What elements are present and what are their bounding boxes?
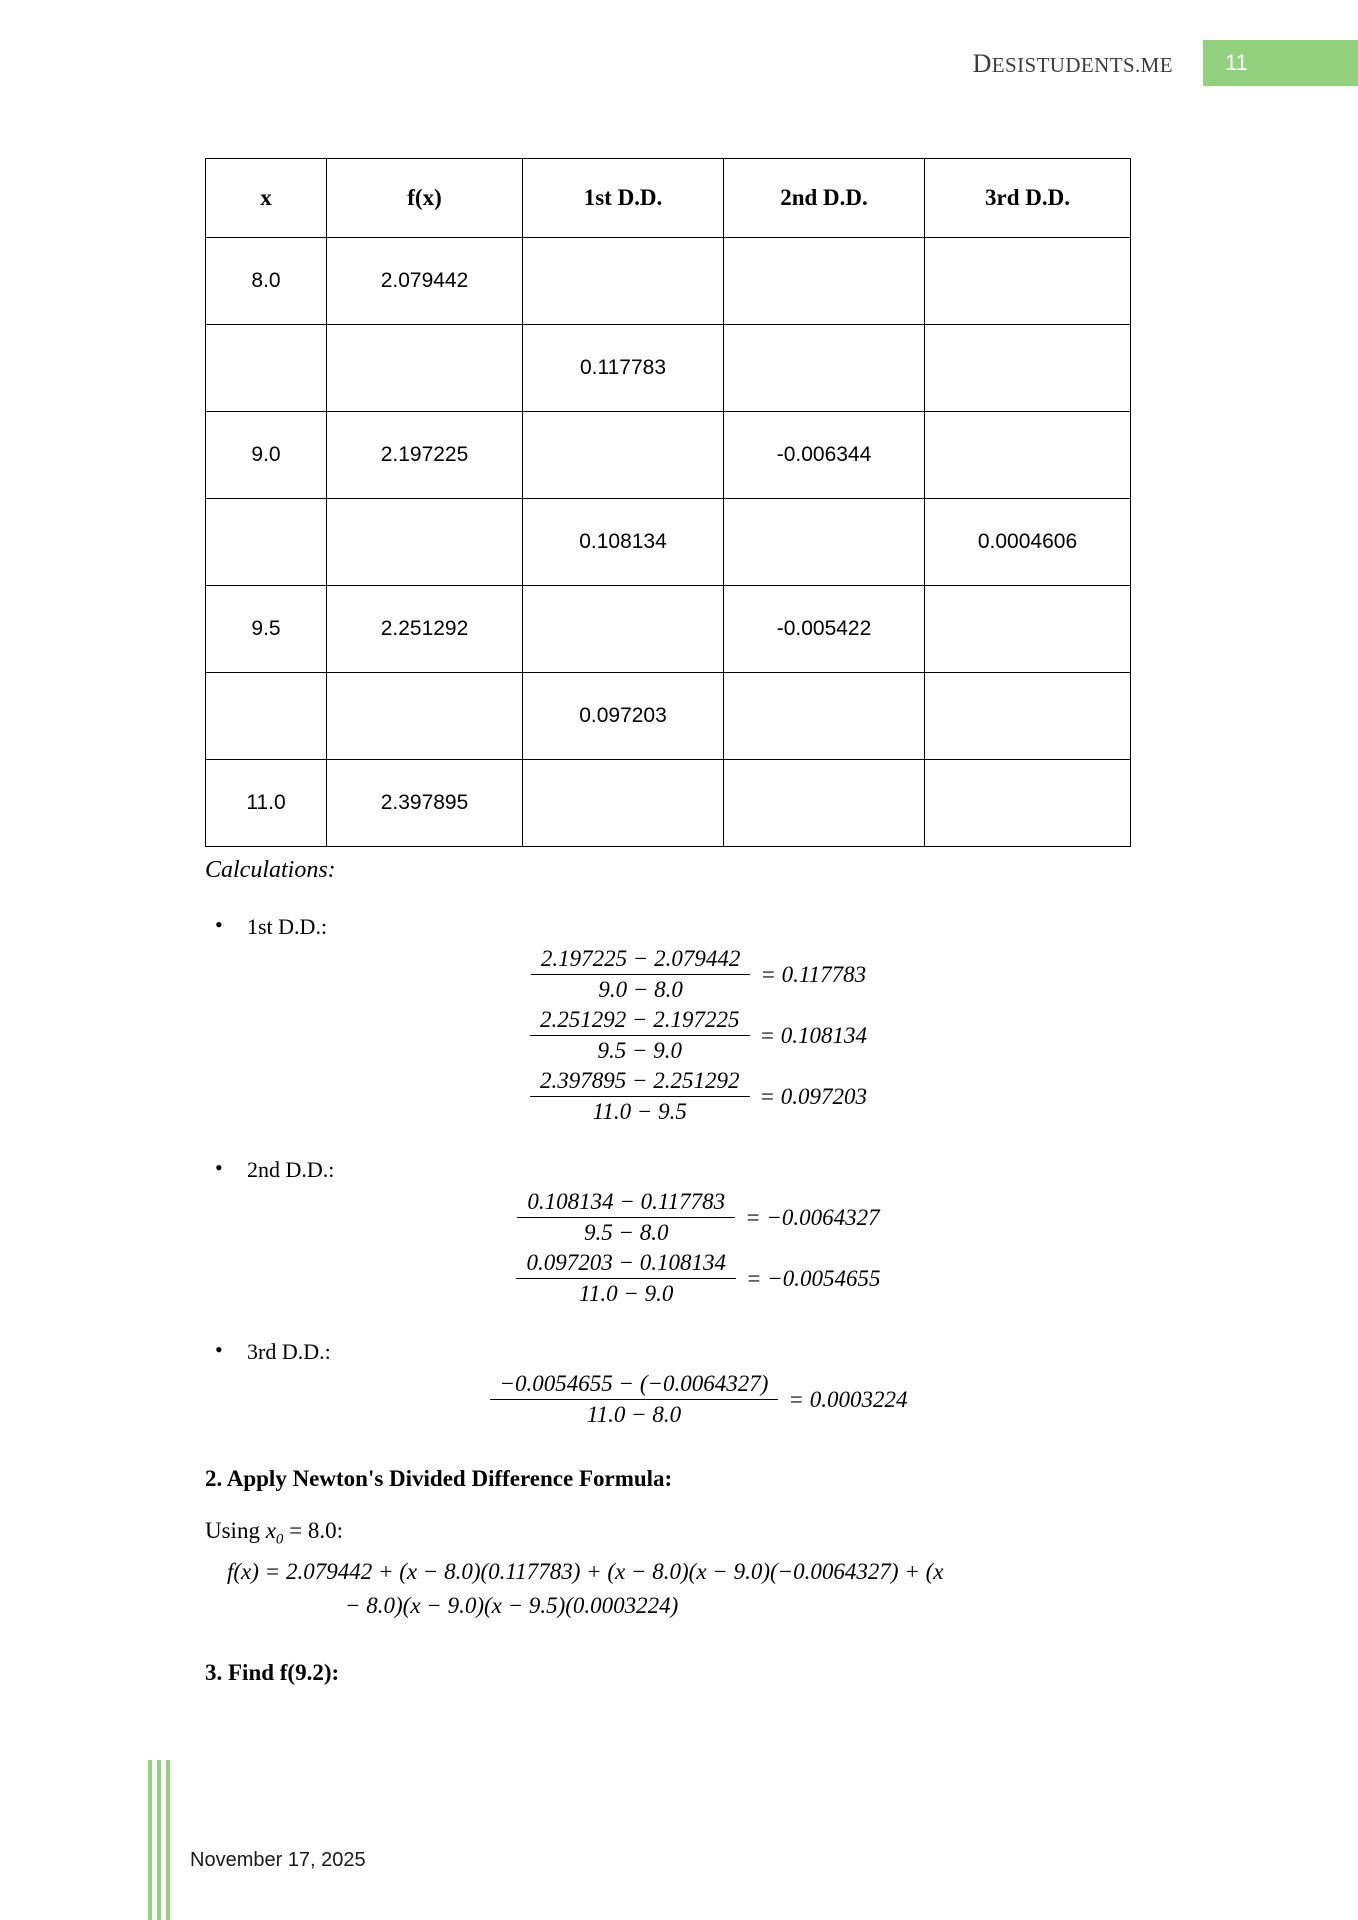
- table-cell: [327, 499, 523, 586]
- site-name-rest: ESISTUDENTS.ME: [991, 53, 1173, 77]
- table-cell: 9.5: [206, 586, 327, 673]
- table-cell: 2.197225: [327, 412, 523, 499]
- table-cell: [523, 412, 724, 499]
- fraction-denominator: 11.0 − 9.0: [516, 1278, 736, 1307]
- fraction-numerator: 0.097203 − 0.108134: [526, 1250, 726, 1275]
- table-cell: [724, 760, 925, 847]
- divided-difference-table: [205, 158, 1131, 847]
- list-item: [205, 914, 1150, 1127]
- equation-block: [247, 944, 1150, 1127]
- fraction-numerator: 2.397895 − 2.251292: [539, 1068, 740, 1093]
- bullet-label: 1st D.D.:: [247, 914, 328, 939]
- calculations-list: [205, 914, 1150, 1430]
- table-row: [206, 499, 1131, 586]
- equation-row: [517, 1189, 879, 1246]
- table-row: [206, 673, 1131, 760]
- table-cell: 2.251292: [327, 586, 523, 673]
- table-row: [206, 586, 1131, 673]
- table-cell: 0.0004606: [925, 499, 1131, 586]
- fraction-numerator: 2.251292 − 2.197225: [539, 1007, 740, 1032]
- document-content: [205, 0, 1150, 1686]
- bullet-label: 3rd D.D.:: [247, 1339, 331, 1364]
- table-cell: [523, 238, 724, 325]
- table-row: [206, 412, 1131, 499]
- site-name-initial: D: [972, 49, 992, 78]
- table-row: [206, 760, 1131, 847]
- fraction: [531, 946, 751, 1003]
- table-cell: 2.397895: [327, 760, 523, 847]
- table-cell: [724, 673, 925, 760]
- table-cell: [206, 325, 327, 412]
- footer-bar: [148, 1760, 152, 1920]
- equation-result: = −0.0064327: [745, 1204, 880, 1230]
- table-header-cell: 3rd D.D.: [925, 159, 1131, 238]
- table-cell: [925, 325, 1131, 412]
- newton-formula-line1: f(x) = 2.079442 + (x − 8.0)(0.117783) + (x − 8.0)(x − 9.0)(−0.0064327) + (x: [227, 1558, 944, 1584]
- table-cell: -0.006344: [724, 412, 925, 499]
- newton-formula: [205, 1555, 1150, 1624]
- table-header-cell: x: [206, 159, 327, 238]
- fraction-numerator: −0.0054655 − (−0.0064327): [499, 1371, 769, 1396]
- fraction: [516, 1250, 736, 1307]
- equation-result: = −0.0054655: [745, 1265, 881, 1291]
- footer-bar: [166, 1760, 170, 1920]
- table-cell: 9.0: [206, 412, 327, 499]
- equation-row: [516, 1250, 880, 1307]
- using-subscript: 0: [275, 1531, 284, 1548]
- table-cell: 0.108134: [523, 499, 724, 586]
- calculations-title: Calculations:: [205, 857, 336, 883]
- fraction: [530, 1007, 750, 1064]
- table-header-cell: f(x): [327, 159, 523, 238]
- table-header-cell: 1st D.D.: [523, 159, 724, 238]
- table-header-row: [206, 159, 1131, 238]
- equation-block: [247, 1369, 1150, 1430]
- table-cell: [925, 412, 1131, 499]
- table-cell: -0.005422: [724, 586, 925, 673]
- fraction-numerator: 2.197225 − 2.079442: [540, 946, 741, 971]
- table-cell: [206, 673, 327, 760]
- page-number-badge: 11: [1203, 40, 1358, 86]
- table-cell: 0.097203: [523, 673, 724, 760]
- using-suffix: = 8.0:: [283, 1518, 344, 1543]
- table-cell: [724, 499, 925, 586]
- equation-row: [531, 946, 866, 1003]
- fraction: [490, 1371, 779, 1428]
- table-cell: [925, 673, 1131, 760]
- bullet-label: 2nd D.D.:: [247, 1157, 335, 1182]
- table-cell: [206, 499, 327, 586]
- table-cell: [925, 238, 1131, 325]
- page-footer: [0, 1760, 1358, 1920]
- table-cell: 2.079442: [327, 238, 523, 325]
- table-cell: [523, 760, 724, 847]
- table-cell: [327, 325, 523, 412]
- table-cell: 8.0: [206, 238, 327, 325]
- using-line: [205, 1518, 1150, 1549]
- table-cell: 0.117783: [523, 325, 724, 412]
- equation-result: = 0.0003224: [788, 1386, 908, 1412]
- table-cell: [724, 325, 925, 412]
- table-cell: [724, 238, 925, 325]
- equation-row: [530, 1007, 867, 1064]
- table-cell: [327, 673, 523, 760]
- table-row: [206, 325, 1131, 412]
- table-cell: [523, 586, 724, 673]
- fraction: [517, 1189, 735, 1246]
- fraction: [530, 1068, 750, 1125]
- equation-result: = 0.117783: [760, 961, 867, 987]
- equation-row: [490, 1371, 908, 1428]
- section-heading-apply: 2. Apply Newton's Divided Difference Formula:: [205, 1466, 673, 1491]
- table-cell: 11.0: [206, 760, 327, 847]
- fraction-denominator: 9.0 − 8.0: [531, 974, 751, 1003]
- footer-date: November 17, 2025: [190, 1849, 366, 1871]
- list-item: [205, 1157, 1150, 1309]
- list-item: [205, 1339, 1150, 1430]
- fraction-denominator: 9.5 − 8.0: [517, 1217, 735, 1246]
- table-cell: [925, 760, 1131, 847]
- equation-row: [530, 1068, 867, 1125]
- footer-bar: [157, 1760, 161, 1920]
- using-variable: x: [265, 1518, 276, 1543]
- newton-formula-line2: − 8.0)(x − 9.0)(x − 9.5)(0.0003224): [345, 1593, 679, 1619]
- table-header-cell: 2nd D.D.: [724, 159, 925, 238]
- footer-decoration-bars: [148, 1760, 174, 1920]
- fraction-numerator: 0.108134 − 0.117783: [527, 1189, 726, 1214]
- fraction-denominator: 11.0 − 9.5: [530, 1096, 750, 1125]
- equation-result: = 0.108134: [759, 1022, 868, 1048]
- using-prefix: Using: [205, 1518, 266, 1543]
- fraction-denominator: 11.0 − 8.0: [490, 1399, 779, 1428]
- equation-result: = 0.097203: [759, 1083, 868, 1109]
- fraction-denominator: 9.5 − 9.0: [530, 1035, 750, 1064]
- section-heading-find: 3. Find f(9.2):: [205, 1659, 340, 1685]
- table-cell: [925, 586, 1131, 673]
- equation-block: [247, 1187, 1150, 1309]
- table-row: [206, 238, 1131, 325]
